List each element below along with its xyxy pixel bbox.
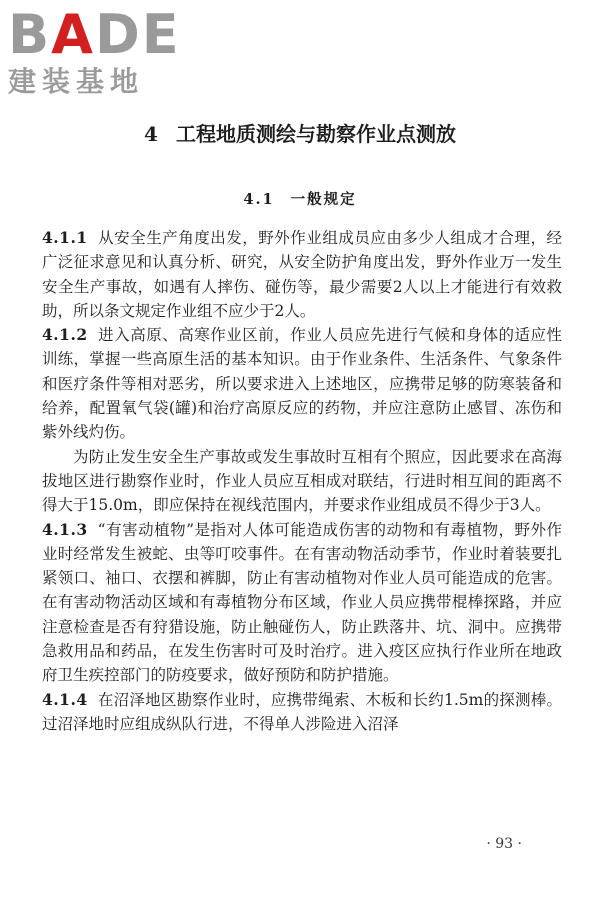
clause-text: “有害动植物”是指对人体可能造成伤害的动物和有毒植物，野外作业时经常发生被蛇、虫等叮咬事件。在有害动物活动季节，作业时着装要扎紧领口、袖口、衣摆和裤脚，防止有害动植物对作业人员可能造成的危害。在有害动物活动区域和有毒植物分布区域，作业人员应携带棍棒探路，并应注意检查是否有狩猎设施，防止触碰伤人，防止跌落井、坑、洞中。应携带急救用品和药品，在发生伤害时可及时治疗。进入疫区应执行作业所在地政府卫生疾控部门的防疫要求，做好预防和防护措施。: [42, 520, 562, 685]
clause-number: 4.1.2: [42, 325, 88, 345]
document-body: [42, 226, 562, 736]
clause-text: 在沼泽地区勘察作业时，应携带绳索、木板和长约1.5m的探测棒。过沼泽地时应组成纵队行进，不得单人涉险进入沼泽: [42, 690, 562, 733]
clause-number: 4.1.3: [42, 519, 88, 539]
logo-letter-b: B: [8, 3, 52, 66]
section-heading: [0, 188, 600, 209]
chapter-number: 4: [144, 122, 158, 146]
clause-text: 从安全生产角度出发，野外作业组成员应由多少人组成才合理，经广泛征求意见和认真分析、研究，从安全防护角度出发，野外作业万一发生安全生产事故，如遇有人摔伤、碰伤等，最少需要2人以上才能进行有效救助，所以条文规定作业组不应少于2人。: [42, 229, 562, 320]
page-number: · 93 ·: [486, 836, 522, 852]
paragraph-text: 为防止发生安全生产事故或发生事故时互相有个照应，因此要求在高海拔地区进行勘察作业时，作业人员应互相成对联结，行进时相互间的距离不得大于15.0m，即应保持在视线范围内，并要求作业组成员不得少于3人。: [42, 447, 562, 515]
continuation-paragraph: [42, 445, 562, 518]
logo-subtitle: 建装基地: [8, 65, 145, 98]
clause-text: 进入高原、高寒作业区前，作业人员应先进行气候和身体的适应性训练，掌握一些高原生活的基本知识。由于作业条件、生活条件、气象条件和医疗条件等相对恶劣，所以要求进入上述地区，应携带足够的防寒装备和给养，配置氧气袋(罐)和治疗高原反应的药物，并应注意防止感冒、冻伤和紫外线灼伤。: [42, 326, 562, 442]
logo-wordmark: [8, 3, 198, 66]
clause-number: 4.1.4: [42, 689, 88, 709]
clause-paragraph-4-1-4: [42, 688, 562, 737]
logo-letter-a: A: [51, 3, 95, 66]
logo-letters-de: DE: [94, 3, 181, 66]
brand-logo: [8, 3, 198, 98]
clause-number: 4.1.1: [42, 228, 88, 247]
clause-paragraph-4-1-1: [42, 226, 562, 323]
clause-paragraph-4-1-2: [42, 323, 562, 444]
section-number: 4.1: [243, 191, 275, 208]
section-title-text: 一般规定: [290, 191, 357, 208]
chapter-title-text: 工程地质测绘与勘察作业点测放: [175, 122, 456, 146]
chapter-heading: [0, 118, 600, 147]
clause-paragraph-4-1-3: [42, 518, 562, 688]
